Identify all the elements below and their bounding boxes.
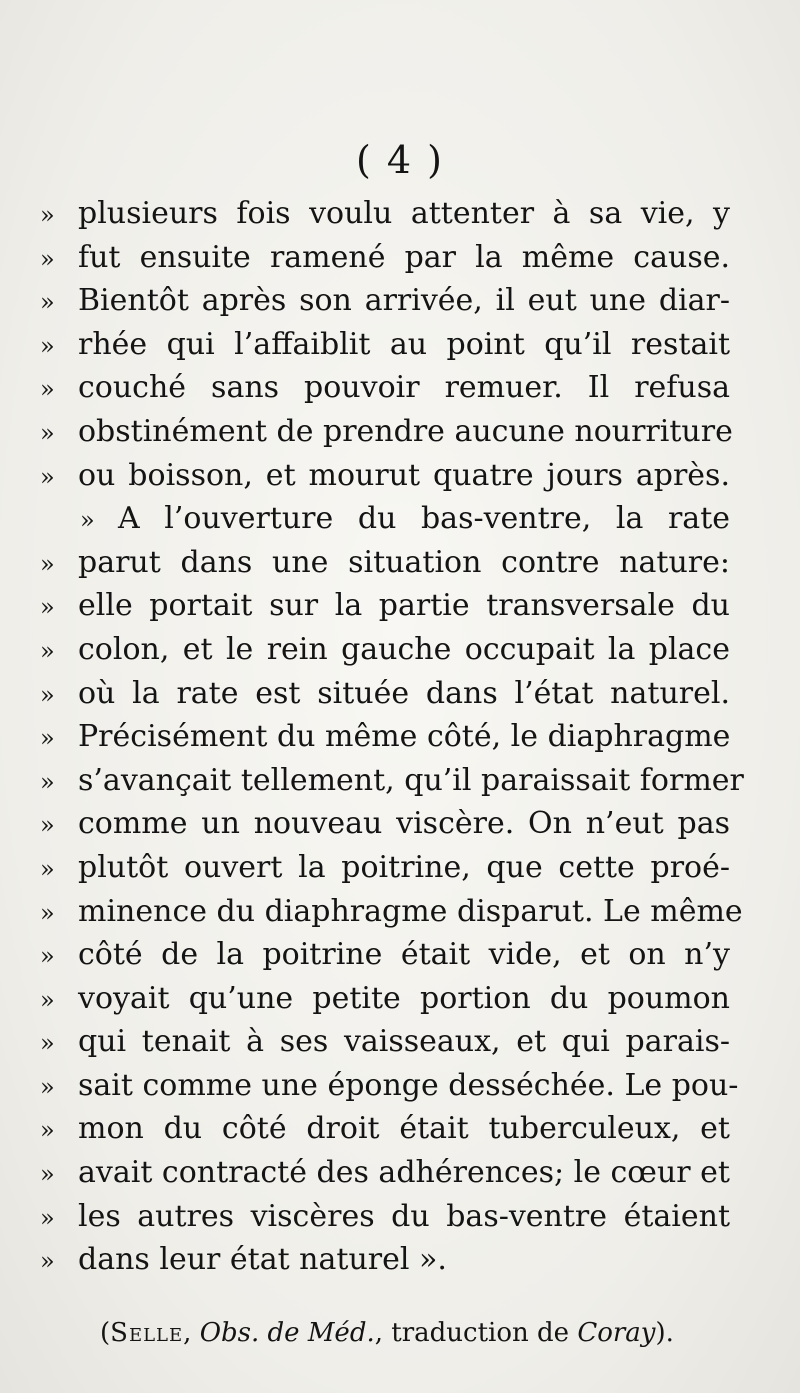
quote-mark: »	[40, 1116, 55, 1145]
text-line: » les autres viscères du bas-ventre étaient	[40, 1195, 730, 1239]
body-text	[40, 192, 744, 1282]
text-line: » s’avançait tellement, qu’il paraissait former	[40, 759, 730, 803]
text-line: » A l’ouverture du bas-ventre, la rate	[40, 497, 730, 541]
quote-mark: »	[40, 201, 55, 229]
text-line: » couché sans pouvoir remuer. Il refusa	[40, 366, 730, 410]
text-line: » parut dans une situation contre nature:	[40, 541, 730, 585]
quote-mark: »	[40, 331, 55, 360]
quote-mark: »	[40, 1029, 55, 1058]
quote-mark: »	[40, 288, 55, 317]
text-line: » rhée qui l’affaiblit au point qu’il restait	[40, 323, 730, 367]
text-line: » côté de la poitrine était vide, et on n’y	[40, 933, 730, 977]
quote-mark: »	[40, 811, 55, 840]
text-line: » fut ensuite ramené par la même cause.	[40, 236, 730, 280]
quote-mark: »	[40, 680, 55, 709]
page-number: ( 4 )	[356, 138, 444, 182]
quote-mark: »	[40, 898, 55, 927]
text-line: » ou boisson, et mourut quatre jours après.	[40, 454, 730, 498]
quote-mark: »	[40, 1203, 55, 1232]
quote-mark: »	[40, 244, 55, 273]
text-line: » obstinément de prendre aucune nourriture	[40, 410, 730, 454]
text-line: » qui tenait à ses vaisseaux, et qui parais-	[40, 1020, 730, 1064]
text-line: » dans leur état naturel ».	[40, 1238, 730, 1282]
text-line: » Précisément du même côté, le diaphragme	[40, 715, 730, 759]
quote-mark: »	[40, 1160, 55, 1189]
text-line: » plusieurs fois voulu attenter à sa vie, y	[40, 192, 730, 236]
quote-mark: »	[40, 724, 55, 753]
quote-mark: »	[40, 549, 55, 578]
quote-mark: »	[40, 854, 55, 883]
quote-mark: »	[40, 942, 55, 971]
text-line: » voyait qu’une petite portion du poumon	[40, 977, 730, 1021]
quote-mark: »	[80, 506, 95, 535]
text-line: » minence du diaphragme disparut. Le même	[40, 890, 730, 934]
quote-mark: »	[40, 636, 55, 665]
text-line: » où la rate est située dans l’état naturel.	[40, 672, 730, 716]
quote-mark: »	[40, 593, 55, 622]
quote-mark: »	[40, 1072, 55, 1101]
text-line: » mon du côté droit était tuberculeux, et	[40, 1107, 730, 1151]
citation-author: Selle	[110, 1318, 184, 1348]
citation-work: Obs. de Méd.	[199, 1318, 375, 1348]
quote-mark: »	[40, 1247, 55, 1276]
text-line: » plutôt ouvert la poitrine, que cette proé-	[40, 846, 730, 890]
text-line: » elle portait sur la partie transversale du	[40, 584, 730, 628]
citation-translator: Coray	[577, 1318, 656, 1348]
text-line: » sait comme une éponge desséchée. Le pou-	[40, 1064, 730, 1108]
text-line: » comme un nouveau viscère. On n’eut pas	[40, 802, 730, 846]
quote-mark: »	[40, 985, 55, 1014]
quote-mark: »	[40, 767, 55, 796]
citation: (Selle, Obs. de Méd., traduction de Coray).	[100, 1318, 674, 1348]
text-line: » Bientôt après son arrivée, il eut une diar-	[40, 279, 730, 323]
text-line: » colon, et le rein gauche occupait la place	[40, 628, 730, 672]
quote-mark: »	[40, 462, 55, 491]
quote-mark: »	[40, 375, 55, 404]
text-line: » avait contracté des adhérences; le cœur et	[40, 1151, 730, 1195]
quote-mark: »	[40, 418, 55, 447]
